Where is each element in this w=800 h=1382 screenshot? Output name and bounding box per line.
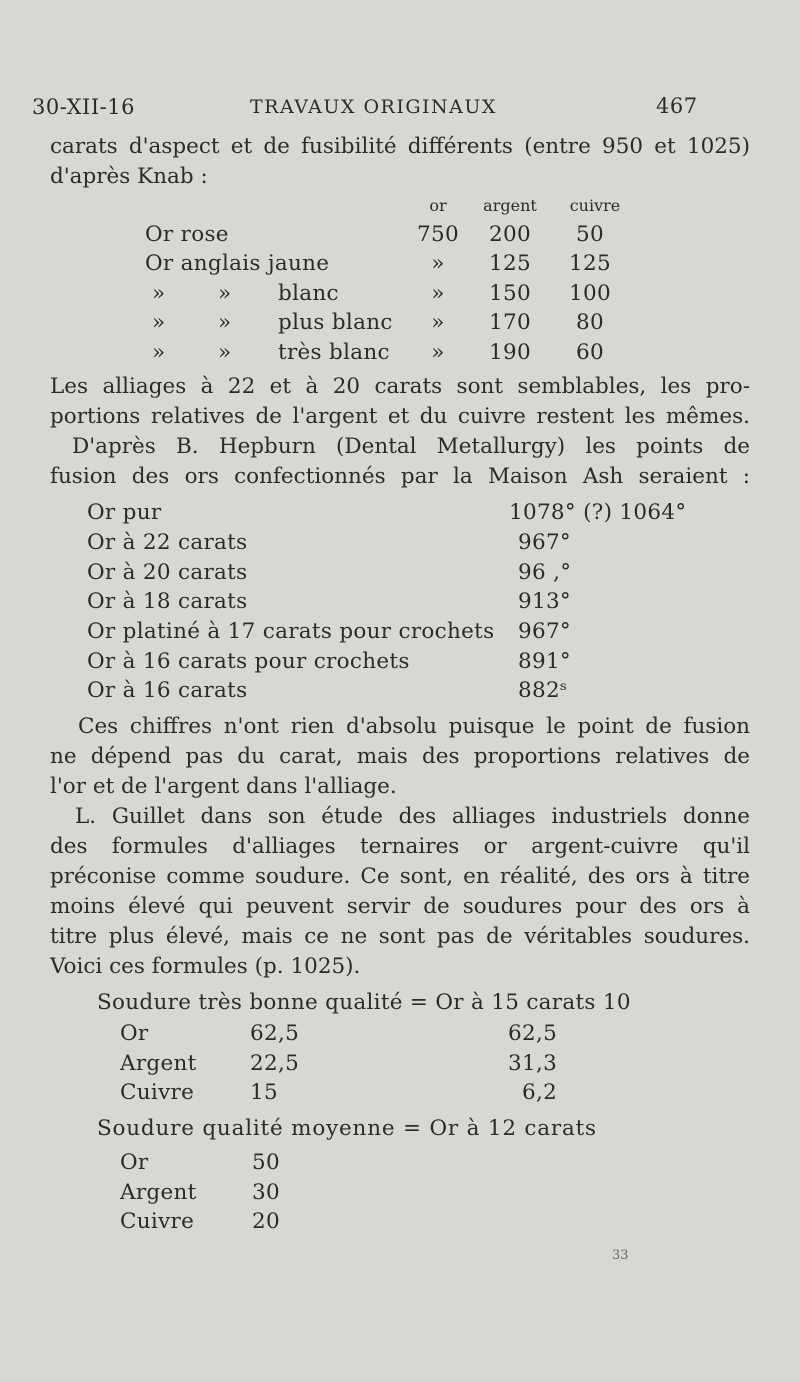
row-label: Or anglais jaune xyxy=(145,251,330,276)
text-line: titre plus élevé, mais ce ne sont pas de véritables soudures. xyxy=(50,924,750,949)
metal-label: Argent xyxy=(120,1180,197,1205)
metal-value: 20 xyxy=(252,1209,280,1234)
row-label: Or pur xyxy=(87,500,162,525)
text-line: D'après B. Hepburn (Dental Metallurgy) les points de xyxy=(72,434,750,459)
row-label: Or à 22 carats xyxy=(87,530,248,555)
header-date: 30-XII-16 xyxy=(32,95,135,119)
text-line: des formules d'alliages ternaires or argent-cuivre qu'il xyxy=(50,834,750,859)
row-label: Or à 20 carats xyxy=(87,560,248,585)
cell-argent: 190 xyxy=(489,340,531,365)
row-label: Or platiné à 17 carats pour crochets xyxy=(87,619,495,644)
solder-heading: Soudure très bonne qualité = Or à 15 carats 10 xyxy=(97,990,631,1015)
text-line: préconise comme soudure. Ce sont, en réalité, des ors à titre xyxy=(50,864,750,889)
row-value: 96 ,° xyxy=(518,560,572,585)
metal-value-alt: 6,2 xyxy=(522,1080,558,1105)
text-line: l'or et de l'argent dans l'alliage. xyxy=(50,774,397,799)
metal-value: 30 xyxy=(252,1180,280,1205)
row-label: très blanc xyxy=(278,340,390,365)
row-value: 882ˢ xyxy=(518,678,568,703)
metal-value: 15 xyxy=(250,1080,278,1105)
metal-value: 22,5 xyxy=(250,1051,300,1076)
row-label: blanc xyxy=(278,281,339,306)
row-label: Or rose xyxy=(145,222,229,247)
cell-or: » xyxy=(431,251,445,276)
col-header-cuivre: cuivre xyxy=(569,196,621,215)
solder-heading: Soudure qualité moyenne = Or à 12 carats xyxy=(97,1116,597,1141)
ditto-mark: » xyxy=(218,340,232,365)
cell-cuivre: 125 xyxy=(569,251,611,276)
metal-value: 62,5 xyxy=(250,1021,300,1046)
row-label: Or à 18 carats xyxy=(87,589,248,614)
col-header-or: or xyxy=(429,196,447,215)
metal-value-alt: 62,5 xyxy=(508,1021,558,1046)
row-value: 1078° (?) 1064° xyxy=(509,500,687,525)
cell-or: » xyxy=(431,340,445,365)
text-line: Les alliages à 22 et à 20 carats sont semblables, les pro- xyxy=(50,374,750,399)
header-title: TRAVAUX ORIGINAUX xyxy=(250,96,497,118)
text-line: L. Guillet dans son étude des alliages industriels donne xyxy=(75,804,750,829)
cell-or: » xyxy=(431,310,445,335)
text-line: moins élevé qui peuvent servir de soudures pour des ors à xyxy=(50,894,750,919)
col-header-argent: argent xyxy=(483,196,537,215)
cell-cuivre: 50 xyxy=(576,222,604,247)
text-line: fusion des ors confectionnés par la Maison Ash seraient : xyxy=(50,464,750,489)
ditto-mark: » xyxy=(218,281,232,306)
ditto-mark: » xyxy=(152,340,166,365)
cell-or: » xyxy=(431,281,445,306)
ditto-mark: » xyxy=(152,281,166,306)
cell-argent: 150 xyxy=(489,281,531,306)
row-label: plus blanc xyxy=(278,310,393,335)
row-value: 891° xyxy=(518,649,571,674)
ditto-mark: » xyxy=(152,310,166,335)
page-number: 467 xyxy=(656,94,698,118)
signature-mark: 33 xyxy=(612,1248,629,1263)
text-line: ne dépend pas du carat, mais des proportions relatives de xyxy=(50,744,750,769)
metal-label: Cuivre xyxy=(120,1080,195,1105)
metal-label: Argent xyxy=(120,1051,197,1076)
metal-label: Or xyxy=(120,1150,149,1175)
text-line: portions relatives de l'argent et du cuivre restent les mêmes. xyxy=(50,404,750,429)
row-label: Or à 16 carats pour crochets xyxy=(87,649,410,674)
cell-cuivre: 100 xyxy=(569,281,611,306)
text-line: Voici ces formules (p. 1025). xyxy=(50,954,361,979)
text-line: Ces chiffres n'ont rien d'absolu puisque le point de fusion xyxy=(78,714,750,739)
text-line: carats d'aspect et de fusibilité différents (entre 950 et 1025) xyxy=(50,134,750,159)
metal-label: Cuivre xyxy=(120,1209,195,1234)
cell-argent: 200 xyxy=(489,222,531,247)
cell-argent: 125 xyxy=(489,251,531,276)
metal-label: Or xyxy=(120,1021,149,1046)
row-value: 913° xyxy=(518,589,571,614)
cell-argent: 170 xyxy=(489,310,531,335)
row-label: Or à 16 carats xyxy=(87,678,248,703)
metal-value: 50 xyxy=(252,1150,280,1175)
metal-value-alt: 31,3 xyxy=(508,1051,558,1076)
cell-cuivre: 80 xyxy=(576,310,604,335)
ditto-mark: » xyxy=(218,310,232,335)
cell-or: 750 xyxy=(417,222,459,247)
row-value: 967° xyxy=(518,619,571,644)
row-value: 967° xyxy=(518,530,571,555)
cell-cuivre: 60 xyxy=(576,340,604,365)
text-line: d'après Knab : xyxy=(50,164,208,189)
